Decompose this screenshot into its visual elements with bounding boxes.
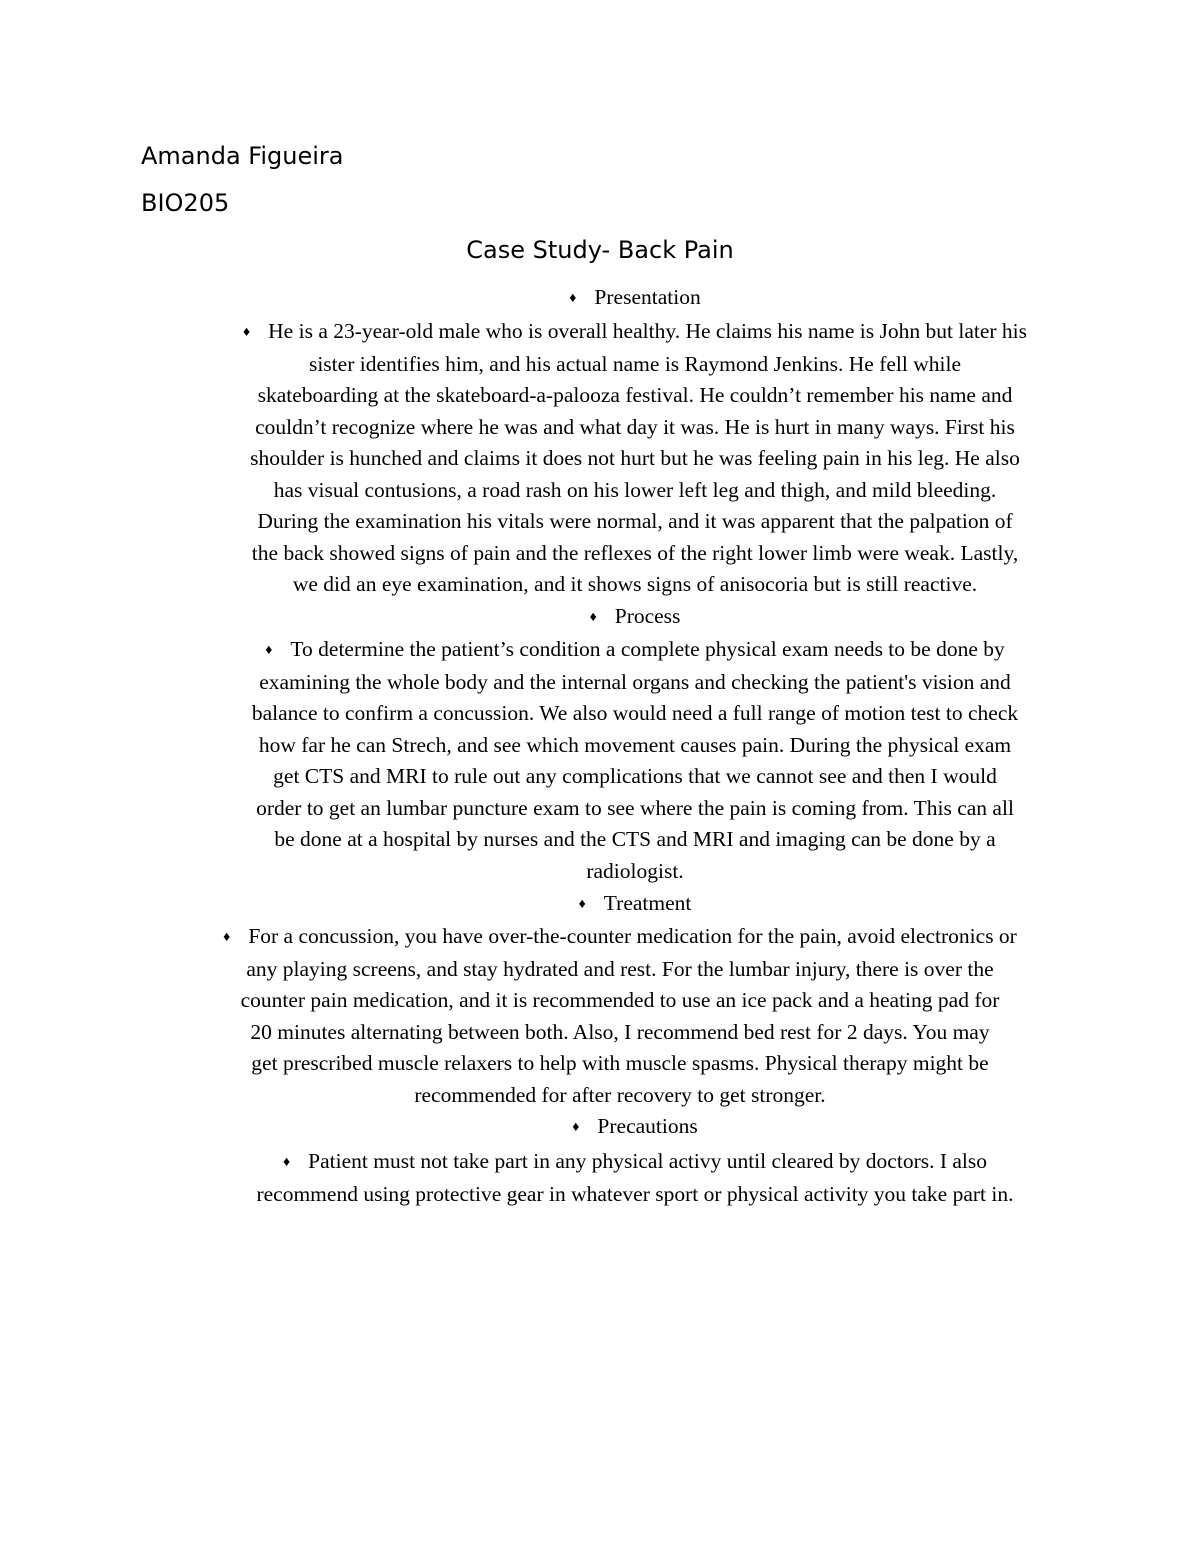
- text-line: Patient must not take part in any physical activy until cleared by doctors. I also: [308, 1149, 988, 1173]
- text-line: be done at a hospital by nurses and the CTS and MRI and imaging can be done by a: [274, 827, 996, 851]
- text-line: recommended for after recovery to get stronger.: [414, 1082, 826, 1107]
- course-code: BIO205: [141, 189, 230, 217]
- diamond-bullet-icon: ♦: [265, 643, 273, 658]
- section-body-presentation: [200, 316, 1070, 601]
- diamond-bullet-icon: ♦: [223, 930, 231, 945]
- diamond-bullet-icon: ♦: [282, 1155, 291, 1170]
- section-heading-label: Presentation: [594, 285, 701, 309]
- section-heading-treatment: [0, 888, 1200, 921]
- section-heading-process: [0, 601, 1200, 634]
- text-line: He is a 23-year-old male who is overall healthy. He claims his name is John but later his: [268, 319, 1027, 343]
- text-line: we did an eye examination, and it shows signs of anisocoria but is still reactive.: [292, 572, 978, 596]
- text-line: skateboarding at the skateboard-a-palooza festival. He couldn’t remember his name and: [257, 383, 1013, 407]
- author-name: Amanda Figueira: [141, 142, 344, 170]
- text-line: 20 minutes alternating between both. Also, I recommend bed rest for 2 days. You may: [250, 1019, 990, 1044]
- text-line: any playing screens, and stay hydrated and rest. For the lumbar injury, there is over the: [246, 956, 994, 981]
- text-line: get prescribed muscle relaxers to help with muscle spasms. Physical therapy might be: [251, 1051, 989, 1075]
- text-line: order to get an lumbar puncture exam to see where the pain is coming from. This can all: [256, 795, 1014, 820]
- text-line: has visual contusions, a road rash on his lower left leg and thigh, and mild bleeding.: [273, 477, 997, 502]
- diamond-bullet-icon: ♦: [578, 897, 586, 912]
- diamond-bullet-icon: ♦: [243, 325, 251, 340]
- text-line: sister identifies him, and his actual name is Raymond Jenkins. He fell while: [308, 351, 962, 376]
- text-line: couldn’t recognize where he was and what day it was. He is hurt in many ways. First his: [255, 414, 1015, 439]
- diamond-bullet-icon: ♦: [572, 1120, 580, 1135]
- text-line: how far he can Strech, and see which movement causes pain. During the physical exam: [258, 732, 1012, 757]
- section-body-treatment: [170, 921, 1070, 1111]
- text-line: examining the whole body and the internal organs and checking the patient's vision and: [259, 669, 1011, 694]
- section-heading-label: Treatment: [603, 891, 692, 915]
- section-heading-label: Process: [614, 604, 681, 628]
- section-body-process: [200, 634, 1070, 887]
- section-heading-label: Precautions: [597, 1114, 698, 1138]
- diamond-bullet-icon: ♦: [569, 291, 577, 306]
- text-line: radiologist.: [586, 858, 684, 883]
- text-line: balance to confirm a concussion. We also would need a full range of motion test to check: [251, 701, 1019, 725]
- document-title: Case Study- Back Pain: [466, 236, 734, 264]
- text-line: shoulder is hunched and claims it does not hurt but he was feeling pain in his leg. He also: [250, 446, 1020, 470]
- text-line: get CTS and MRI to rule out any complications that we cannot see and then I would: [273, 764, 997, 788]
- text-line: counter pain medication, and it is recommended to use an ice pack and a heating pad for: [240, 988, 1000, 1012]
- text-line: recommend using protective gear in whatever sport or physical activity you take part in.: [256, 1181, 1014, 1206]
- section-body-precautions: [200, 1146, 1070, 1210]
- text-line: During the examination his vitals were normal, and it was apparent that the palpation of: [257, 509, 1013, 533]
- diamond-bullet-icon: ♦: [589, 610, 597, 625]
- section-heading-precautions: [0, 1111, 1200, 1144]
- section-heading-presentation: [0, 282, 1200, 315]
- text-line: To determine the patient’s condition a complete physical exam needs to be done by: [290, 637, 1005, 661]
- text-line: For a concussion, you have over-the-counter medication for the pain, avoid electronics or: [248, 924, 1017, 948]
- text-line: the back showed signs of pain and the reflexes of the right lower limb were weak. Lastly,: [251, 540, 1019, 565]
